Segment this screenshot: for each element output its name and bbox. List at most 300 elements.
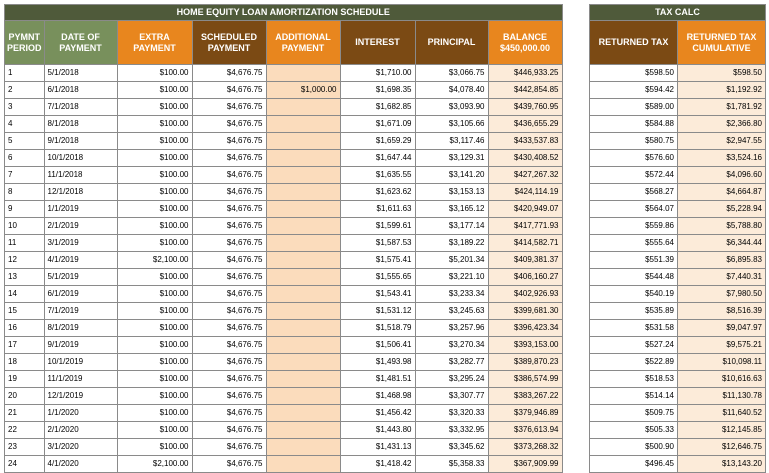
header-balance[interactable] [488, 21, 562, 65]
balance-cell[interactable]: $430,408.52 [488, 150, 562, 167]
payment-period-cell[interactable]: 2 [5, 82, 45, 99]
scheduled-payment-cell[interactable]: $4,676.75 [192, 303, 266, 320]
balance-cell[interactable]: $376,613.94 [488, 422, 562, 439]
extra-payment-cell[interactable]: $100.00 [117, 201, 192, 218]
returned-tax-cumulative-cell[interactable]: $1,192.92 [678, 82, 766, 99]
balance-cell[interactable]: $383,267.22 [488, 388, 562, 405]
returned-tax-cell[interactable]: $518.53 [590, 371, 678, 388]
header-date-of-payment[interactable]: DATE OF PAYMENT [44, 21, 117, 65]
interest-cell[interactable]: $1,587.53 [340, 235, 415, 252]
returned-tax-cell[interactable]: $559.86 [590, 218, 678, 235]
payment-date-cell[interactable]: 11/1/2019 [44, 371, 117, 388]
table-row [590, 439, 766, 456]
interest-cell[interactable]: $1,671.09 [340, 116, 415, 133]
returned-tax-cell[interactable]: $572.44 [590, 167, 678, 184]
header-scheduled-payment[interactable]: SCHEDULED PAYMENT [192, 21, 266, 65]
scheduled-payment-cell[interactable]: $4,676.75 [192, 82, 266, 99]
balance-cell[interactable]: $396,423.34 [488, 320, 562, 337]
table-row [590, 388, 766, 405]
table-row [590, 320, 766, 337]
extra-payment-cell[interactable]: $2,100.00 [117, 456, 192, 473]
table-row [590, 65, 766, 82]
returned-tax-cumulative-cell[interactable]: $3,524.16 [678, 150, 766, 167]
extra-payment-cell[interactable]: $100.00 [117, 354, 192, 371]
returned-tax-cumulative-cell[interactable]: $6,344.44 [678, 235, 766, 252]
principal-cell[interactable]: $3,282.77 [415, 354, 488, 371]
returned-tax-cell[interactable]: $531.58 [590, 320, 678, 337]
interest-cell[interactable]: $1,506.41 [340, 337, 415, 354]
additional-payment-cell[interactable] [266, 65, 340, 82]
table-row [590, 371, 766, 388]
payment-date-cell[interactable]: 4/1/2020 [44, 456, 117, 473]
returned-tax-cell[interactable]: $535.89 [590, 303, 678, 320]
interest-cell[interactable]: $1,623.62 [340, 184, 415, 201]
principal-cell[interactable]: $3,307.77 [415, 388, 488, 405]
balance-cell[interactable]: $420,949.07 [488, 201, 562, 218]
principal-cell[interactable]: $3,165.12 [415, 201, 488, 218]
payment-period-cell[interactable]: 18 [5, 354, 45, 371]
table-row [590, 99, 766, 116]
table-row [5, 303, 563, 320]
payment-period-cell[interactable]: 11 [5, 235, 45, 252]
payment-date-cell[interactable]: 5/1/2019 [44, 269, 117, 286]
extra-payment-cell[interactable]: $100.00 [117, 371, 192, 388]
payment-date-cell[interactable]: 1/1/2020 [44, 405, 117, 422]
additional-payment-cell[interactable] [266, 286, 340, 303]
payment-period-cell[interactable]: 4 [5, 116, 45, 133]
scheduled-payment-cell[interactable]: $4,676.75 [192, 65, 266, 82]
payment-period-cell[interactable]: 23 [5, 439, 45, 456]
payment-date-cell[interactable]: 9/1/2018 [44, 133, 117, 150]
table-row [5, 218, 563, 235]
principal-cell[interactable]: $3,117.46 [415, 133, 488, 150]
payment-date-cell[interactable]: 12/1/2018 [44, 184, 117, 201]
table-row [5, 82, 563, 99]
table-row [5, 65, 563, 82]
scheduled-payment-cell[interactable]: $4,676.75 [192, 388, 266, 405]
extra-payment-cell[interactable]: $2,100.00 [117, 252, 192, 269]
interest-cell[interactable]: $1,418.42 [340, 456, 415, 473]
interest-cell[interactable]: $1,599.61 [340, 218, 415, 235]
returned-tax-cell[interactable]: $509.75 [590, 405, 678, 422]
principal-cell[interactable]: $3,245.63 [415, 303, 488, 320]
returned-tax-cumulative-cell[interactable]: $8,516.39 [678, 303, 766, 320]
principal-cell[interactable]: $3,129.31 [415, 150, 488, 167]
principal-cell[interactable]: $3,189.22 [415, 235, 488, 252]
payment-period-cell[interactable]: 19 [5, 371, 45, 388]
interest-cell[interactable]: $1,659.29 [340, 133, 415, 150]
returned-tax-cumulative-cell[interactable]: $12,145.85 [678, 422, 766, 439]
returned-tax-cumulative-cell[interactable]: $11,130.78 [678, 388, 766, 405]
principal-cell[interactable]: $3,141.20 [415, 167, 488, 184]
additional-payment-cell[interactable] [266, 235, 340, 252]
payment-date-cell[interactable]: 6/1/2019 [44, 286, 117, 303]
returned-tax-cell[interactable]: $594.42 [590, 82, 678, 99]
extra-payment-cell[interactable]: $100.00 [117, 235, 192, 252]
interest-cell[interactable]: $1,431.13 [340, 439, 415, 456]
payment-period-cell[interactable]: 7 [5, 167, 45, 184]
amortization-title: HOME EQUITY LOAN AMORTIZATION SCHEDULE [5, 5, 563, 21]
payment-date-cell[interactable]: 12/1/2019 [44, 388, 117, 405]
returned-tax-cumulative-cell[interactable]: $13,143.20 [678, 456, 766, 473]
principal-cell[interactable]: $3,332.95 [415, 422, 488, 439]
table-row [590, 167, 766, 184]
principal-cell[interactable]: $3,257.96 [415, 320, 488, 337]
scheduled-payment-cell[interactable]: $4,676.75 [192, 439, 266, 456]
additional-payment-cell[interactable] [266, 201, 340, 218]
returned-tax-cumulative-cell[interactable]: $4,664.87 [678, 184, 766, 201]
table-row [5, 116, 563, 133]
balance-cell[interactable]: $399,681.30 [488, 303, 562, 320]
interest-cell[interactable]: $1,647.44 [340, 150, 415, 167]
returned-tax-cell[interactable]: $589.00 [590, 99, 678, 116]
scheduled-payment-cell[interactable]: $4,676.75 [192, 218, 266, 235]
table-row [590, 82, 766, 99]
balance-cell[interactable]: $433,537.83 [488, 133, 562, 150]
additional-payment-cell[interactable] [266, 150, 340, 167]
payment-period-cell[interactable]: 5 [5, 133, 45, 150]
additional-payment-cell[interactable] [266, 167, 340, 184]
additional-payment-cell[interactable] [266, 439, 340, 456]
table-row [590, 150, 766, 167]
table-row [5, 422, 563, 439]
returned-tax-cumulative-cell[interactable]: $598.50 [678, 65, 766, 82]
payment-period-cell[interactable]: 14 [5, 286, 45, 303]
principal-cell[interactable]: $3,153.13 [415, 184, 488, 201]
balance-cell[interactable]: $436,655.29 [488, 116, 562, 133]
extra-payment-cell[interactable]: $100.00 [117, 439, 192, 456]
table-row [590, 218, 766, 235]
additional-payment-cell[interactable] [266, 269, 340, 286]
payment-date-cell[interactable]: 4/1/2019 [44, 252, 117, 269]
payment-period-cell[interactable]: 13 [5, 269, 45, 286]
table-row [5, 235, 563, 252]
payment-period-cell[interactable]: 9 [5, 201, 45, 218]
scheduled-payment-cell[interactable]: $4,676.75 [192, 184, 266, 201]
balance-cell[interactable]: $373,268.32 [488, 439, 562, 456]
returned-tax-cell[interactable]: $576.60 [590, 150, 678, 167]
payment-date-cell[interactable]: 8/1/2019 [44, 320, 117, 337]
scheduled-payment-cell[interactable]: $4,676.75 [192, 320, 266, 337]
returned-tax-cell[interactable]: $580.75 [590, 133, 678, 150]
principal-cell[interactable]: $3,066.75 [415, 65, 488, 82]
table-row [5, 405, 563, 422]
amortization-table [4, 4, 563, 473]
scheduled-payment-cell[interactable]: $4,676.75 [192, 252, 266, 269]
payment-date-cell[interactable]: 8/1/2018 [44, 116, 117, 133]
additional-payment-cell[interactable] [266, 405, 340, 422]
scheduled-payment-cell[interactable]: $4,676.75 [192, 337, 266, 354]
extra-payment-cell[interactable]: $100.00 [117, 99, 192, 116]
returned-tax-cumulative-cell[interactable]: $9,047.97 [678, 320, 766, 337]
principal-cell[interactable]: $5,358.33 [415, 456, 488, 473]
returned-tax-cumulative-cell[interactable]: $5,788.80 [678, 218, 766, 235]
extra-payment-cell[interactable]: $100.00 [117, 269, 192, 286]
extra-payment-cell[interactable]: $100.00 [117, 65, 192, 82]
scheduled-payment-cell[interactable]: $4,676.75 [192, 167, 266, 184]
scheduled-payment-cell[interactable]: $4,676.75 [192, 286, 266, 303]
payment-date-cell[interactable]: 5/1/2018 [44, 65, 117, 82]
scheduled-payment-cell[interactable]: $4,676.75 [192, 235, 266, 252]
returned-tax-cell[interactable]: $598.50 [590, 65, 678, 82]
table-row [5, 167, 563, 184]
extra-payment-cell[interactable]: $100.00 [117, 133, 192, 150]
balance-label: BALANCE [503, 31, 547, 42]
payment-date-cell[interactable]: 10/1/2018 [44, 150, 117, 167]
additional-payment-cell[interactable] [266, 184, 340, 201]
payment-period-cell[interactable]: 24 [5, 456, 45, 473]
table-row [590, 269, 766, 286]
balance-cell[interactable]: $389,870.23 [488, 354, 562, 371]
interest-cell[interactable]: $1,443.80 [340, 422, 415, 439]
header-interest[interactable]: INTEREST [340, 21, 415, 65]
payment-period-cell[interactable]: 21 [5, 405, 45, 422]
interest-cell[interactable]: $1,635.55 [340, 167, 415, 184]
returned-tax-cell[interactable]: $505.33 [590, 422, 678, 439]
returned-tax-cumulative-cell[interactable]: $5,228.94 [678, 201, 766, 218]
interest-cell[interactable]: $1,611.63 [340, 201, 415, 218]
table-row [5, 252, 563, 269]
returned-tax-cell[interactable]: $500.90 [590, 439, 678, 456]
returned-tax-cumulative-cell[interactable]: $7,440.31 [678, 269, 766, 286]
balance-start-value: $450,000.00 [499, 42, 551, 53]
returned-tax-cell[interactable]: $551.39 [590, 252, 678, 269]
interest-cell[interactable]: $1,710.00 [340, 65, 415, 82]
scheduled-payment-cell[interactable]: $4,676.75 [192, 133, 266, 150]
additional-payment-cell[interactable] [266, 99, 340, 116]
payment-period-cell[interactable]: 20 [5, 388, 45, 405]
payment-date-cell[interactable]: 10/1/2019 [44, 354, 117, 371]
interest-cell[interactable]: $1,468.98 [340, 388, 415, 405]
additional-payment-cell[interactable] [266, 116, 340, 133]
balance-cell[interactable]: $386,574.99 [488, 371, 562, 388]
header-extra-payment[interactable]: EXTRA PAYMENT [117, 21, 192, 65]
payment-period-cell[interactable]: 8 [5, 184, 45, 201]
table-row [590, 303, 766, 320]
principal-cell[interactable]: $3,270.34 [415, 337, 488, 354]
table-row [5, 133, 563, 150]
scheduled-payment-cell[interactable]: $4,676.75 [192, 456, 266, 473]
table-row [5, 99, 563, 116]
balance-cell[interactable]: $379,946.89 [488, 405, 562, 422]
returned-tax-cell[interactable]: $564.07 [590, 201, 678, 218]
interest-cell[interactable]: $1,682.85 [340, 99, 415, 116]
balance-cell[interactable]: $446,933.25 [488, 65, 562, 82]
interest-cell[interactable]: $1,531.12 [340, 303, 415, 320]
extra-payment-cell[interactable]: $100.00 [117, 82, 192, 99]
scheduled-payment-cell[interactable]: $4,676.75 [192, 422, 266, 439]
scheduled-payment-cell[interactable]: $4,676.75 [192, 269, 266, 286]
table-row [5, 286, 563, 303]
header-additional-payment[interactable]: ADDITIONAL PAYMENT [266, 21, 340, 65]
table-row [5, 337, 563, 354]
returned-tax-cell[interactable]: $496.45 [590, 456, 678, 473]
principal-cell[interactable]: $3,221.10 [415, 269, 488, 286]
scheduled-payment-cell[interactable]: $4,676.75 [192, 371, 266, 388]
payment-date-cell[interactable]: 2/1/2019 [44, 218, 117, 235]
table-row [5, 201, 563, 218]
table-row [5, 388, 563, 405]
balance-cell[interactable]: $414,582.71 [488, 235, 562, 252]
table-row [590, 116, 766, 133]
tax-rows [590, 65, 766, 473]
table-row [590, 405, 766, 422]
table-row [590, 337, 766, 354]
interest-cell[interactable]: $1,575.41 [340, 252, 415, 269]
table-row [590, 235, 766, 252]
additional-payment-cell[interactable] [266, 320, 340, 337]
payment-date-cell[interactable]: 7/1/2018 [44, 99, 117, 116]
additional-payment-cell[interactable] [266, 303, 340, 320]
returned-tax-cumulative-cell[interactable]: $7,980.50 [678, 286, 766, 303]
principal-cell[interactable]: $3,093.90 [415, 99, 488, 116]
returned-tax-cumulative-cell[interactable]: $4,096.60 [678, 167, 766, 184]
principal-cell[interactable]: $3,177.14 [415, 218, 488, 235]
extra-payment-cell[interactable]: $100.00 [117, 218, 192, 235]
payment-date-cell[interactable]: 7/1/2019 [44, 303, 117, 320]
header-principal[interactable]: PRINCIPAL [415, 21, 488, 65]
scheduled-payment-cell[interactable]: $4,676.75 [192, 405, 266, 422]
balance-cell[interactable]: $402,926.93 [488, 286, 562, 303]
payment-date-cell[interactable]: 1/1/2019 [44, 201, 117, 218]
payment-date-cell[interactable]: 11/1/2018 [44, 167, 117, 184]
table-row [590, 354, 766, 371]
table-row [590, 184, 766, 201]
returned-tax-cumulative-cell[interactable]: $11,640.52 [678, 405, 766, 422]
returned-tax-cumulative-cell[interactable]: $2,366.80 [678, 116, 766, 133]
balance-cell[interactable]: $439,760.95 [488, 99, 562, 116]
additional-payment-cell[interactable] [266, 337, 340, 354]
payment-date-cell[interactable]: 9/1/2019 [44, 337, 117, 354]
returned-tax-cell[interactable]: $527.24 [590, 337, 678, 354]
additional-payment-cell[interactable] [266, 422, 340, 439]
returned-tax-cumulative-cell[interactable]: $10,098.11 [678, 354, 766, 371]
interest-cell[interactable]: $1,518.79 [340, 320, 415, 337]
balance-cell[interactable]: $427,267.32 [488, 167, 562, 184]
scheduled-payment-cell[interactable]: $4,676.75 [192, 116, 266, 133]
extra-payment-cell[interactable]: $100.00 [117, 388, 192, 405]
returned-tax-cell[interactable]: $584.88 [590, 116, 678, 133]
payment-period-cell[interactable]: 3 [5, 99, 45, 116]
interest-cell[interactable]: $1,698.35 [340, 82, 415, 99]
additional-payment-cell[interactable] [266, 388, 340, 405]
principal-cell[interactable]: $5,201.34 [415, 252, 488, 269]
table-row [5, 371, 563, 388]
returned-tax-cell[interactable]: $568.27 [590, 184, 678, 201]
returned-tax-cumulative-cell[interactable]: $1,781.92 [678, 99, 766, 116]
table-row [5, 184, 563, 201]
principal-cell[interactable]: $3,295.24 [415, 371, 488, 388]
additional-payment-cell[interactable] [266, 354, 340, 371]
extra-payment-cell[interactable]: $100.00 [117, 184, 192, 201]
scheduled-payment-cell[interactable]: $4,676.75 [192, 201, 266, 218]
payment-date-cell[interactable]: 2/1/2020 [44, 422, 117, 439]
payment-period-cell[interactable]: 15 [5, 303, 45, 320]
scheduled-payment-cell[interactable]: $4,676.75 [192, 354, 266, 371]
table-row [5, 269, 563, 286]
principal-cell[interactable]: $4,078.40 [415, 82, 488, 99]
additional-payment-cell[interactable] [266, 133, 340, 150]
table-row [590, 201, 766, 218]
additional-payment-cell[interactable] [266, 218, 340, 235]
tax-calc-table [589, 4, 766, 473]
interest-cell[interactable]: $1,543.41 [340, 286, 415, 303]
returned-tax-cumulative-cell[interactable]: $9,575.21 [678, 337, 766, 354]
extra-payment-cell[interactable]: $100.00 [117, 150, 192, 167]
balance-cell[interactable]: $442,854.85 [488, 82, 562, 99]
interest-cell[interactable]: $1,555.65 [340, 269, 415, 286]
table-row [5, 150, 563, 167]
header-returned-tax[interactable]: RETURNED TAX [590, 21, 678, 65]
principal-cell[interactable]: $3,105.66 [415, 116, 488, 133]
balance-cell[interactable]: $393,153.00 [488, 337, 562, 354]
additional-payment-cell[interactable]: $1,000.00 [266, 82, 340, 99]
balance-cell[interactable]: $424,114.19 [488, 184, 562, 201]
payment-period-cell[interactable]: 10 [5, 218, 45, 235]
returned-tax-cell[interactable]: $522.89 [590, 354, 678, 371]
balance-cell[interactable]: $417,771.93 [488, 218, 562, 235]
returned-tax-cell[interactable]: $544.48 [590, 269, 678, 286]
table-row [590, 422, 766, 439]
balance-cell[interactable]: $406,160.27 [488, 269, 562, 286]
returned-tax-cumulative-cell[interactable]: $2,947.55 [678, 133, 766, 150]
payment-period-cell[interactable]: 12 [5, 252, 45, 269]
additional-payment-cell[interactable] [266, 252, 340, 269]
returned-tax-cell[interactable]: $555.64 [590, 235, 678, 252]
table-row [590, 286, 766, 303]
payment-period-cell[interactable]: 17 [5, 337, 45, 354]
interest-cell[interactable]: $1,481.51 [340, 371, 415, 388]
interest-cell[interactable]: $1,493.98 [340, 354, 415, 371]
payment-period-cell[interactable]: 1 [5, 65, 45, 82]
extra-payment-cell[interactable]: $100.00 [117, 303, 192, 320]
balance-cell[interactable]: $367,909.99 [488, 456, 562, 473]
payment-period-cell[interactable]: 16 [5, 320, 45, 337]
extra-payment-cell[interactable]: $100.00 [117, 337, 192, 354]
payment-date-cell[interactable]: 6/1/2018 [44, 82, 117, 99]
payment-period-cell[interactable]: 6 [5, 150, 45, 167]
payment-period-cell[interactable]: 22 [5, 422, 45, 439]
extra-payment-cell[interactable]: $100.00 [117, 286, 192, 303]
principal-cell[interactable]: $3,320.33 [415, 405, 488, 422]
balance-cell[interactable]: $409,381.37 [488, 252, 562, 269]
header-returned-tax-cumulative[interactable]: RETURNED TAX CUMULATIVE [678, 21, 766, 65]
returned-tax-cumulative-cell[interactable]: $6,895.83 [678, 252, 766, 269]
principal-cell[interactable]: $3,345.62 [415, 439, 488, 456]
extra-payment-cell[interactable]: $100.00 [117, 320, 192, 337]
extra-payment-cell[interactable]: $100.00 [117, 167, 192, 184]
additional-payment-cell[interactable] [266, 371, 340, 388]
extra-payment-cell[interactable]: $100.00 [117, 405, 192, 422]
scheduled-payment-cell[interactable]: $4,676.75 [192, 150, 266, 167]
payment-date-cell[interactable]: 3/1/2019 [44, 235, 117, 252]
table-row [590, 252, 766, 269]
extra-payment-cell[interactable]: $100.00 [117, 116, 192, 133]
returned-tax-cell[interactable]: $540.19 [590, 286, 678, 303]
returned-tax-cumulative-cell[interactable]: $12,646.75 [678, 439, 766, 456]
scheduled-payment-cell[interactable]: $4,676.75 [192, 99, 266, 116]
tax-calc-title: TAX CALC [590, 5, 766, 21]
table-row [590, 133, 766, 150]
payment-date-cell[interactable]: 3/1/2020 [44, 439, 117, 456]
returned-tax-cumulative-cell[interactable]: $10,616.63 [678, 371, 766, 388]
principal-cell[interactable]: $3,233.34 [415, 286, 488, 303]
header-payment-period[interactable]: PYMNT PERIOD [5, 21, 45, 65]
table-row [5, 320, 563, 337]
extra-payment-cell[interactable]: $100.00 [117, 422, 192, 439]
returned-tax-cell[interactable]: $514.14 [590, 388, 678, 405]
interest-cell[interactable]: $1,456.42 [340, 405, 415, 422]
